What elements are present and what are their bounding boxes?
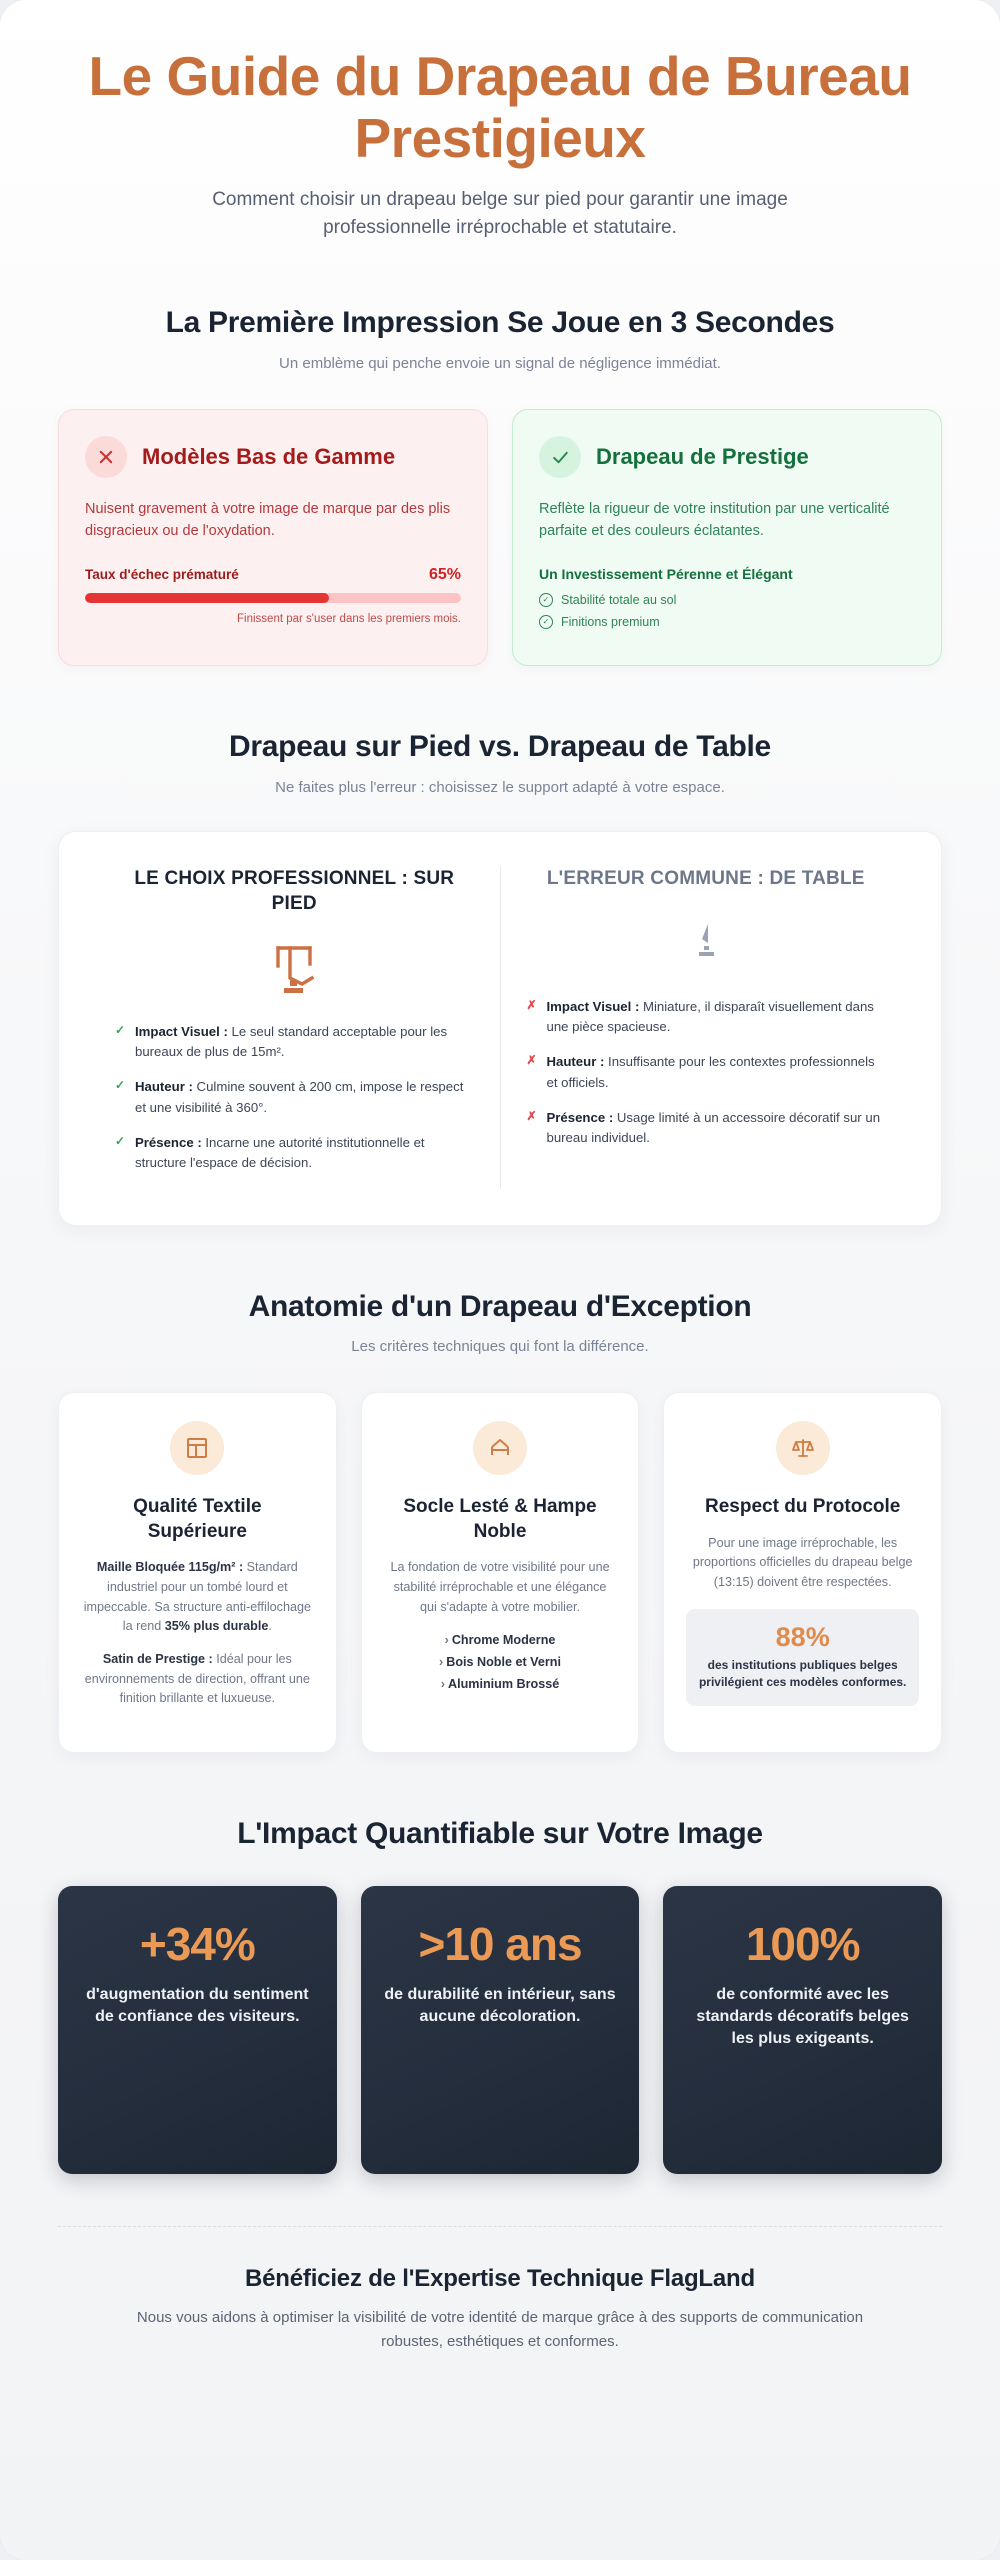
stat-number: 88% [775, 1621, 830, 1652]
cross-icon: ✗ [526, 997, 537, 1012]
stat-number: >10 ans [418, 1918, 582, 1971]
chevron-right-icon: › [439, 1654, 444, 1669]
benefits-list [539, 593, 915, 629]
stat-card-confidence [58, 1886, 337, 2174]
list-item-detail: Le seul standard acceptable pour les bureaux de plus de 15m². [135, 1023, 448, 1060]
para-text: Idéal pour les environnements de direction, offrant une finition brillante et luxueuse. [84, 1651, 310, 1706]
para-bold: Satin de Prestige : [102, 1651, 213, 1666]
check-circle-icon: ✓ [539, 615, 553, 629]
list-item [527, 1108, 886, 1149]
pros-list [115, 1022, 474, 1174]
comparison-cards-row [58, 409, 942, 666]
anatomy-cards-row [58, 1392, 942, 1753]
section-subtitle: Ne faites plus l'erreur : choisissez le support adapté à votre espace. [275, 778, 725, 796]
progress-bar-track [85, 593, 461, 603]
card-title: Socle Lesté & Hampe Noble [403, 1495, 597, 1542]
footer-subtitle: Nous vous aidons à optimiser la visibilité de votre identité de marque grâce à des supports de communication robustes, esthétiques et conformes. [136, 2309, 864, 2350]
list-item-text [547, 1052, 886, 1093]
list-item-text [135, 1133, 474, 1174]
progress-bar-fill [85, 593, 329, 603]
cross-icon: ✗ [526, 1108, 537, 1123]
list-item-label: Hauteur : [546, 1054, 605, 1070]
list-item [115, 1077, 474, 1118]
check-circle-icon: ✓ [539, 593, 553, 607]
stat-caption: d'augmentation du sentiment de confiance des visiteurs. [86, 1986, 309, 2026]
card-title: Modèles Bas de Gamme [142, 443, 396, 469]
list-item-detail: Culmine souvent à 200 cm, impose le respect et une visibilité à 360°. [135, 1079, 464, 1115]
stat-card-conformity [663, 1886, 942, 2174]
floor-flag-stand-icon [115, 936, 474, 998]
card-description: Nuisent gravement à votre image de marque par des plis disgracieux ou de l'oxydation. [85, 501, 451, 540]
stat-caption: de durabilité en intérieur, sans aucune décoloration. [384, 1986, 616, 2026]
list-item [539, 593, 915, 607]
card-textile-quality [58, 1392, 337, 1753]
section-title: La Première Impression Se Joue en 3 Secondes [165, 306, 835, 340]
card-base-and-pole [361, 1392, 640, 1753]
list-item [527, 1052, 886, 1093]
comparison-panel [58, 831, 942, 1226]
card-low-quality-models [58, 409, 488, 666]
spacer [0, 242, 1000, 304]
card-protocol-respect [663, 1392, 942, 1753]
list-item [539, 615, 915, 629]
stat-card-durability [361, 1886, 640, 2174]
column-common-mistake [500, 866, 912, 1189]
check-icon: ✓ [115, 1134, 126, 1149]
para-bold: Maille Bloquée 115g/m² : [96, 1560, 244, 1575]
list-item-detail: Insuffisante pour les contextes professionnels et officiels. [546, 1054, 875, 1090]
card-list-title: Un Investissement Pérenne et Élégant [539, 566, 793, 583]
stat-number: 100% [745, 1918, 860, 1971]
metric-row [85, 566, 461, 584]
list-item-detail: Incarne une autorité institutionnelle et structure l'espace de décision. [135, 1135, 425, 1171]
stat-box [686, 1609, 919, 1706]
list-item-text [547, 997, 886, 1038]
list-item-label: Présence : [135, 1135, 202, 1151]
column-professional-choice [89, 866, 500, 1189]
x-mark-icon [85, 436, 127, 478]
list-item-text [547, 1108, 886, 1149]
check-icon: ✓ [115, 1078, 126, 1093]
scales-balance-icon [776, 1421, 830, 1475]
card-paragraph-1: Pour une image irréprochable, les proportions officielles du drapeau belge (13:15) doivent être respectées. [692, 1535, 913, 1589]
list-item-label: Chrome Moderne [451, 1633, 556, 1648]
stat-caption: des institutions publiques belges privilégient ces modèles conformes. [698, 1657, 907, 1689]
card-title: Qualité Textile Supérieure [133, 1495, 262, 1542]
section-header [58, 304, 942, 374]
spacer [0, 1226, 1000, 1288]
section-title: L'Impact Quantifiable sur Votre Image [237, 1816, 763, 1850]
page-title: Le Guide du Drapeau de Bureau Prestigieux [88, 45, 912, 169]
card-paragraph-1: La fondation de votre visibilité pour une stabilité irréprochable et une élégance qui s'adapte à votre mobilier. [390, 1560, 610, 1614]
column-title: LE CHOIX PROFESSIONNEL : SUR PIED [134, 867, 455, 914]
card-title: Drapeau de Prestige [596, 443, 809, 469]
column-title: L'ERREUR COMMUNE : DE TABLE [546, 867, 865, 889]
section-impact [0, 1815, 1000, 2175]
para-text: Standard industriel pour un tombé lourd et impeccable. Sa structure anti-effilochage la rend [83, 1560, 311, 1634]
list-item-label: Présence : [546, 1109, 614, 1125]
chevron-right-icon: › [440, 1676, 445, 1691]
section-subtitle: Les critères techniques qui font la différence. [351, 1338, 649, 1356]
materials-list [384, 1630, 617, 1695]
desk-flag-icon [527, 911, 886, 973]
list-item [384, 1652, 617, 1674]
section-header [58, 728, 942, 798]
list-item [384, 1630, 617, 1652]
list-item [527, 997, 886, 1038]
list-item-text [135, 1077, 474, 1118]
metric-label: Taux d'échec prématuré [85, 567, 239, 583]
card-header [539, 436, 915, 478]
card-prestige-flag [512, 409, 942, 666]
card-description: Reflète la rigueur de votre institution par une verticalité parfaite et des couleurs éclatantes. [539, 501, 890, 540]
list-item-label: Stabilité totale au sol [561, 593, 677, 608]
list-item-label: Impact Visuel : [546, 998, 640, 1014]
base-stand-icon [473, 1421, 527, 1475]
spacer [0, 666, 1000, 728]
list-item-detail: Miniature, il disparaît visuellement dans une pièce spacieuse. [546, 998, 874, 1034]
section-first-impression [0, 304, 1000, 666]
section-stand-vs-table [0, 728, 1000, 1225]
card-paragraph-1 [81, 1558, 314, 1637]
list-item-label: Finitions premium [561, 615, 660, 630]
list-item [115, 1022, 474, 1063]
list-item-label: Bois Noble et Verni [446, 1654, 561, 1669]
section-anatomy [0, 1288, 1000, 1753]
list-item [115, 1133, 474, 1174]
para-bold-2: 35% plus durable [164, 1619, 269, 1634]
metric-note: Finissent par s'user dans les premiers mois. [237, 613, 461, 626]
chevron-right-icon: › [444, 1633, 449, 1648]
list-item-text [135, 1022, 474, 1063]
cross-icon: ✗ [526, 1053, 537, 1068]
list-item-label: Aluminium Brossé [447, 1676, 560, 1691]
card-title: Respect du Protocole [705, 1495, 901, 1517]
list-item-detail: Usage limité à un accessoire décoratif sur un bureau individuel. [546, 1109, 881, 1146]
section-subtitle: Un emblème qui penche envoie un signal de négligence immédiat. [279, 354, 721, 372]
impact-stat-cards-row [58, 1886, 942, 2174]
card-paragraph-2 [81, 1650, 314, 1709]
para-tail: . [268, 1619, 272, 1634]
metric-value: 65% [428, 566, 461, 584]
list-item-label: Hauteur : [135, 1079, 193, 1095]
stat-number: +34% [139, 1918, 255, 1971]
list-item [384, 1674, 617, 1696]
fabric-grid-icon [170, 1421, 224, 1475]
cons-list [527, 997, 886, 1149]
footer-title: Bénéficiez de l'Expertise Technique FlagLand [245, 2265, 755, 2293]
page-subtitle: Comment choisir un drapeau belge sur pied pour garantir une image professionnelle irréprochable et statutaire. [212, 189, 788, 239]
section-title: Anatomie d'un Drapeau d'Exception [248, 1289, 752, 1323]
section-header [58, 1815, 942, 1853]
section-header [58, 1288, 942, 1358]
section-title: Drapeau sur Pied vs. Drapeau de Table [229, 730, 771, 764]
footer-section [58, 2226, 942, 2353]
card-header [85, 436, 461, 478]
check-mark-icon [539, 436, 581, 478]
list-item-label: Impact Visuel : [135, 1023, 228, 1039]
spacer [0, 1753, 1000, 1815]
check-icon: ✓ [115, 1022, 126, 1037]
stat-caption: de conformité avec les standards décoratifs belges les plus exigeants. [696, 1986, 909, 2048]
hero-section [0, 0, 1000, 242]
